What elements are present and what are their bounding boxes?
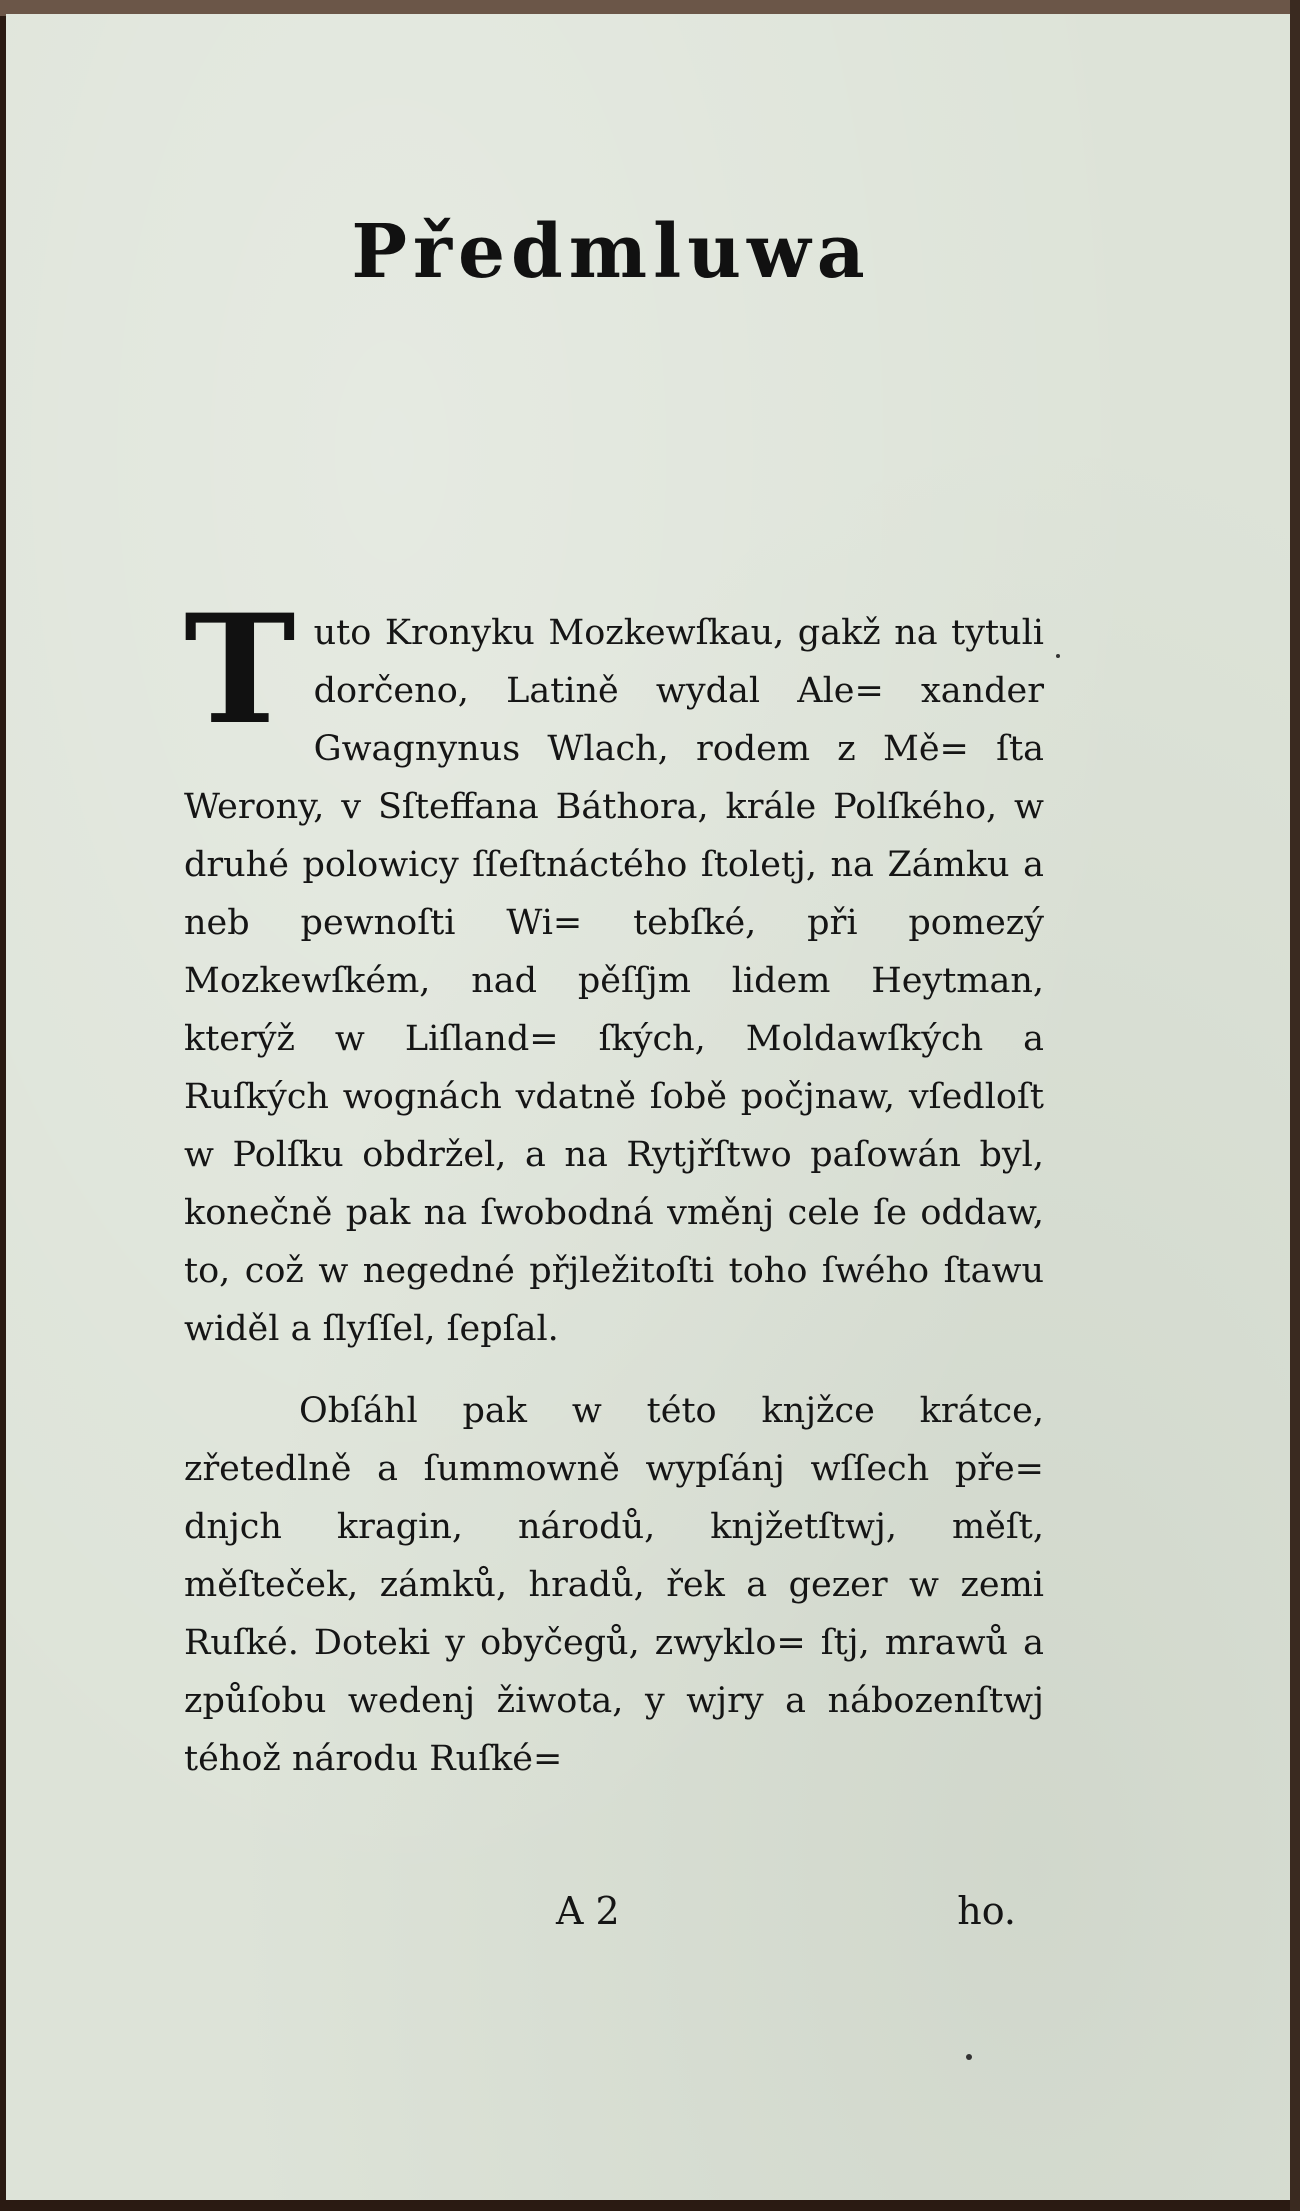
paragraph-2	[184, 1382, 1044, 1788]
book-page	[6, 14, 1292, 2200]
text-line: konečně pak na ſwobodná vměnj cele ſe	[184, 1193, 921, 1233]
text-line: Polſkého, w druhé polowicy ſſeſtnáctého	[184, 787, 1044, 885]
text-line: měſteček, zámků, hradů, řek a gezer w	[184, 1565, 961, 1605]
text-line: obdržel, a na Rytjřſtwo paſowán byl,	[362, 1135, 1044, 1175]
text-line: uto Kronyku Mozkewſkau, gakž na	[313, 613, 952, 653]
drop-cap: T	[184, 582, 296, 758]
text-line: vdatně ſobě počjnaw, vſedloſt w Polſku	[184, 1077, 1044, 1175]
text-line: ſta Werony, v Sſteffana Báthora, krále	[184, 729, 1044, 827]
text-line: zemi Ruſké. Doteki y obyčegů, zwyklo=	[184, 1565, 1044, 1663]
text-line: zřetedlně a ſummowně wypſánj wſſech pře=	[184, 1449, 1044, 1489]
text-line: wjry a nábozenſtwj téhož národu Ruſké=	[184, 1681, 1044, 1779]
paragraph-1	[184, 582, 1045, 1358]
text-line: ſtj, mrawů a způſobu wedenj žiwota, y	[184, 1623, 1045, 1721]
text-line: pěſſjm lidem Heytman, kterýž w Liſland=	[184, 961, 1045, 1059]
text-line: oddaw, to, což w negedné přjležitoſti	[184, 1193, 1044, 1291]
catchword: ho.	[957, 1889, 1016, 1933]
page-title: Předmluwa	[351, 209, 871, 295]
text-line: toho ſwého ſtawu widěl a ſlyſſel, ſepſal.	[184, 1251, 1044, 1349]
text-line: ſtoletj, na Zámku a neb pewnoſti Wi=	[184, 845, 1044, 943]
text-line: Obſáhl pak w této knjžce krátce,	[299, 1391, 1044, 1431]
text-line: xander Gwagnynus Wlach, rodem z Mě=	[313, 671, 1044, 769]
main-text	[184, 582, 1045, 1788]
book-right-edge	[1290, 0, 1300, 2211]
text-line: tebſké, při pomezý Mozkewſkém, nad	[184, 903, 1044, 1001]
text-line: dnjch kragin, národů, knjžetſtwj, měſt,	[184, 1507, 1044, 1547]
ink-speck	[1056, 654, 1060, 658]
signature-mark: A 2	[556, 1889, 620, 1933]
ink-speck	[966, 2054, 972, 2060]
text-line: ſkých, Moldawſkých a Ruſkých wognách	[184, 1019, 1045, 1117]
text-line: tytuli dorčeno, Latině wydal Ale=	[313, 613, 1044, 711]
